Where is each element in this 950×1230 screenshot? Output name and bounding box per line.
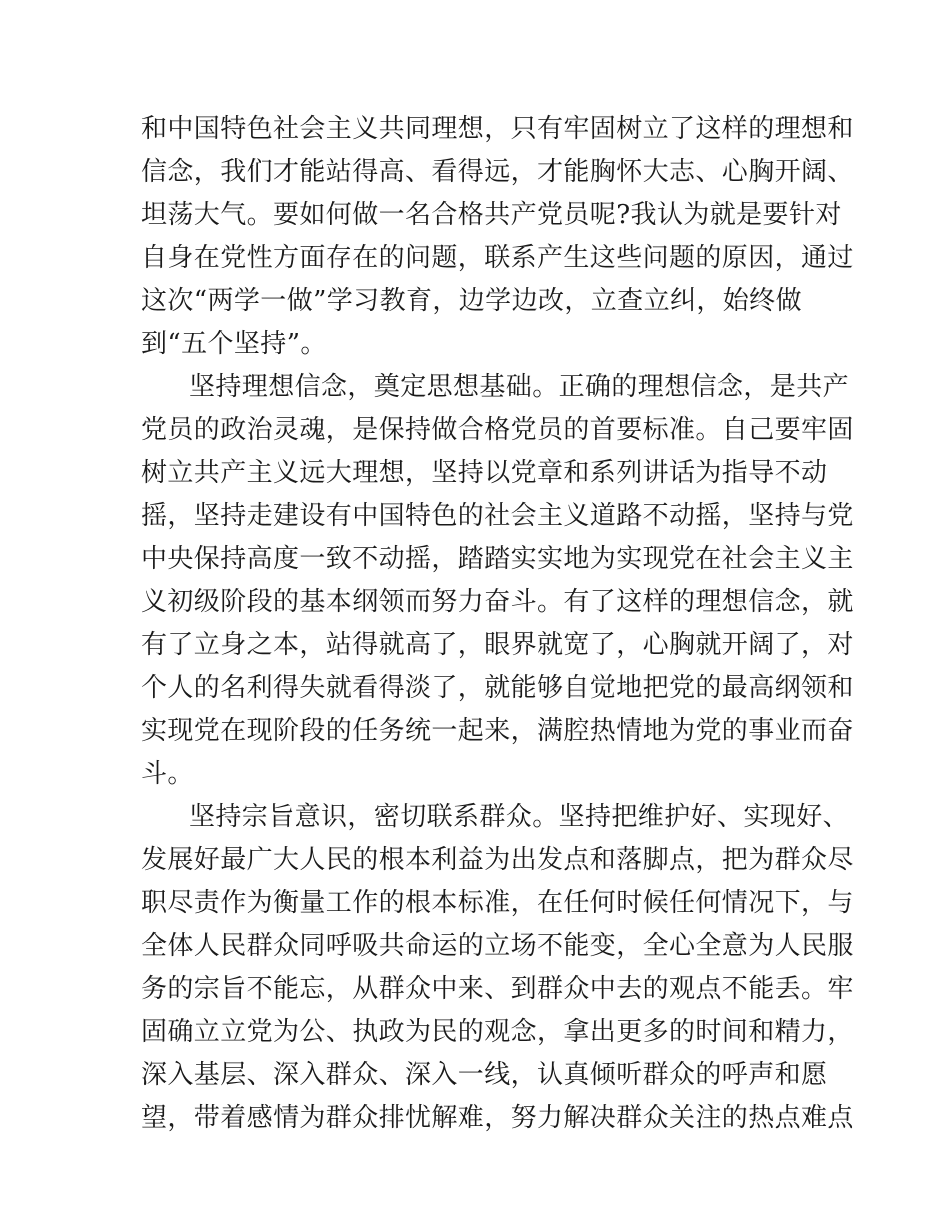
text-line: 全体人民群众同呼吸共命运的立场不能变，全心全意为人民服 [141,931,854,961]
text-line: 坦荡大气。要如何做一名合格共产党员呢?我认为就是要针对 [141,200,842,230]
text-line: 中央保持高度一致不动摇，踏踏实实地为实现党在社会主义主 [141,544,854,574]
text-line: 有了立身之本，站得就高了，眼界就宽了，心胸就开阔了，对 [141,630,854,660]
text-line: 自身在党性方面存在的问题，联系产生这些问题的原因，通过 [141,243,854,273]
text-line: 望，带着感情为群众排忧解难，努力解决群众关注的热点难点 [141,1103,854,1133]
text-line: 实现党在现阶段的任务统一起来，满腔热情地为党的事业而奋 [141,716,854,746]
text-line: 党员的政治灵魂，是保持做合格党员的首要标准。自己要牢固 [141,415,854,445]
text-line: 斗。 [141,759,194,789]
text-line: 个人的名利得失就看得淡了，就能够自觉地把党的最高纲领和 [141,673,854,703]
text-line: 固确立立党为公、执政为民的观念，拿出更多的时间和精力， [141,1017,854,1047]
text-line: 职尽责作为衡量工作的根本标准，在任何时候任何情况下，与 [141,888,854,918]
text-line: 义初级阶段的基本纲领而努力奋斗。有了这样的理想信念，就 [141,587,854,617]
text-line: 深入基层、深入群众、深入一线，认真倾听群众的呼声和愿 [141,1060,828,1090]
text-line: 这次“两学一做”学习教育，边学边改，立查立纠，始终做 [141,286,802,316]
text-line: 到“五个坚持”。 [141,329,327,359]
text-line: 摇，坚持走建设有中国特色的社会主义道路不动摇，坚持与党 [141,501,854,531]
body-text [141,108,854,1140]
text-line: 信念，我们才能站得高、看得远，才能胸怀大志、心胸开阔、 [141,157,854,187]
text-line: 务的宗旨不能忘，从群众中来、到群众中去的观点不能丢。牢 [141,974,854,1004]
text-line: 树立共产主义远大理想，坚持以党章和系列讲话为指导不动 [141,458,828,488]
text-line: 发展好最广大人民的根本利益为出发点和落脚点，把为群众尽 [141,845,854,875]
paragraph-first-line: 坚持理想信念，奠定思想基础。正确的理想信念，是共产 [189,372,850,402]
text-line: 和中国特色社会主义共同理想，只有牢固树立了这样的理想和 [141,114,854,144]
paragraph-first-line: 坚持宗旨意识，密切联系群众。坚持把维护好、实现好、 [189,802,850,832]
